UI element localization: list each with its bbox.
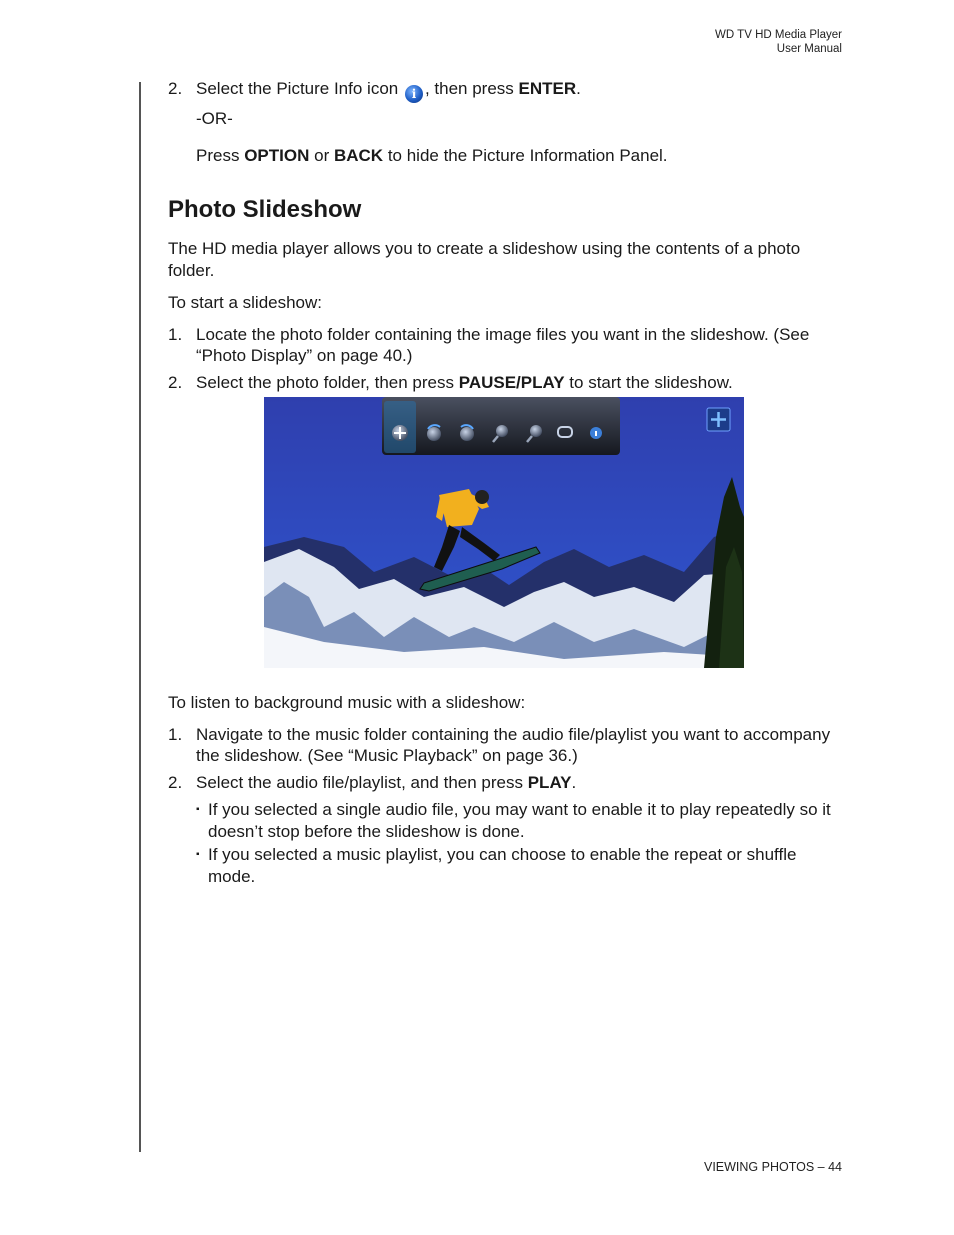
step-text: Select the Picture Info icon — [196, 79, 399, 98]
info-icon: i — [405, 85, 423, 103]
header-subtitle: User Manual — [776, 43, 842, 55]
step-text-then: , then press — [424, 79, 514, 98]
key-option: OPTION — [244, 145, 310, 165]
start-step-2: 2. Select the photo folder, then press PAUSE/PLAY to start the slideshow. — [168, 372, 733, 392]
bullet-list — [168, 799, 844, 887]
margin-rule — [139, 82, 141, 1152]
section-title: Photo Slideshow — [168, 196, 362, 223]
page-footer: VIEWING PHOTOS – 44 — [703, 1160, 842, 1174]
music-label: To listen to background music with a slideshow: — [168, 693, 526, 712]
expand-icon — [707, 408, 730, 431]
bullet-item: ▪ If you selected a single audio file, you may want to enable it to play repeatedly so it doesn’t stop before the slideshow is done. — [196, 800, 831, 841]
key-back: BACK — [333, 145, 384, 165]
page-header — [715, 28, 842, 56]
music-step-2: 2. Select the audio file/playlist, and then press PLAY. — [168, 772, 577, 792]
slideshow-screenshot — [264, 397, 744, 668]
key-pause-play: PAUSE/PLAY — [458, 372, 565, 392]
key-enter: ENTER — [518, 79, 577, 98]
press-option-line: Press OPTION or BACK to hide the Picture Information Panel. — [196, 145, 668, 165]
key-play: PLAY — [527, 772, 572, 792]
bullet-item: ▪ If you selected a music playlist, you can choose to enable the repeat or shuffle mode. — [196, 845, 797, 886]
move-icon — [392, 425, 408, 441]
slideshow-image — [264, 397, 744, 668]
step-picture-info: 2. Select the Picture Info icon i , then press ENTER. — [168, 79, 581, 101]
start-label: To start a slideshow: — [168, 293, 323, 312]
intro-paragraph: The HD media player allows you to create a slideshow using the contents of a photo folder. — [168, 239, 801, 280]
music-step-1: 1. Navigate to the music folder containing the audio file/playlist you want to accompany the slideshow. (See “Music Playback” on page 36.) — [168, 724, 831, 765]
start-step-1: 1. Locate the photo folder containing the image files you want in the slideshow. (See “Photo Display” on page 40.) — [168, 324, 810, 365]
step-number: 2. — [168, 79, 183, 98]
toolbar-info-icon — [590, 427, 602, 439]
or-separator: -OR- — [196, 109, 233, 128]
header-title: WD TV HD Media Player — [715, 29, 842, 41]
